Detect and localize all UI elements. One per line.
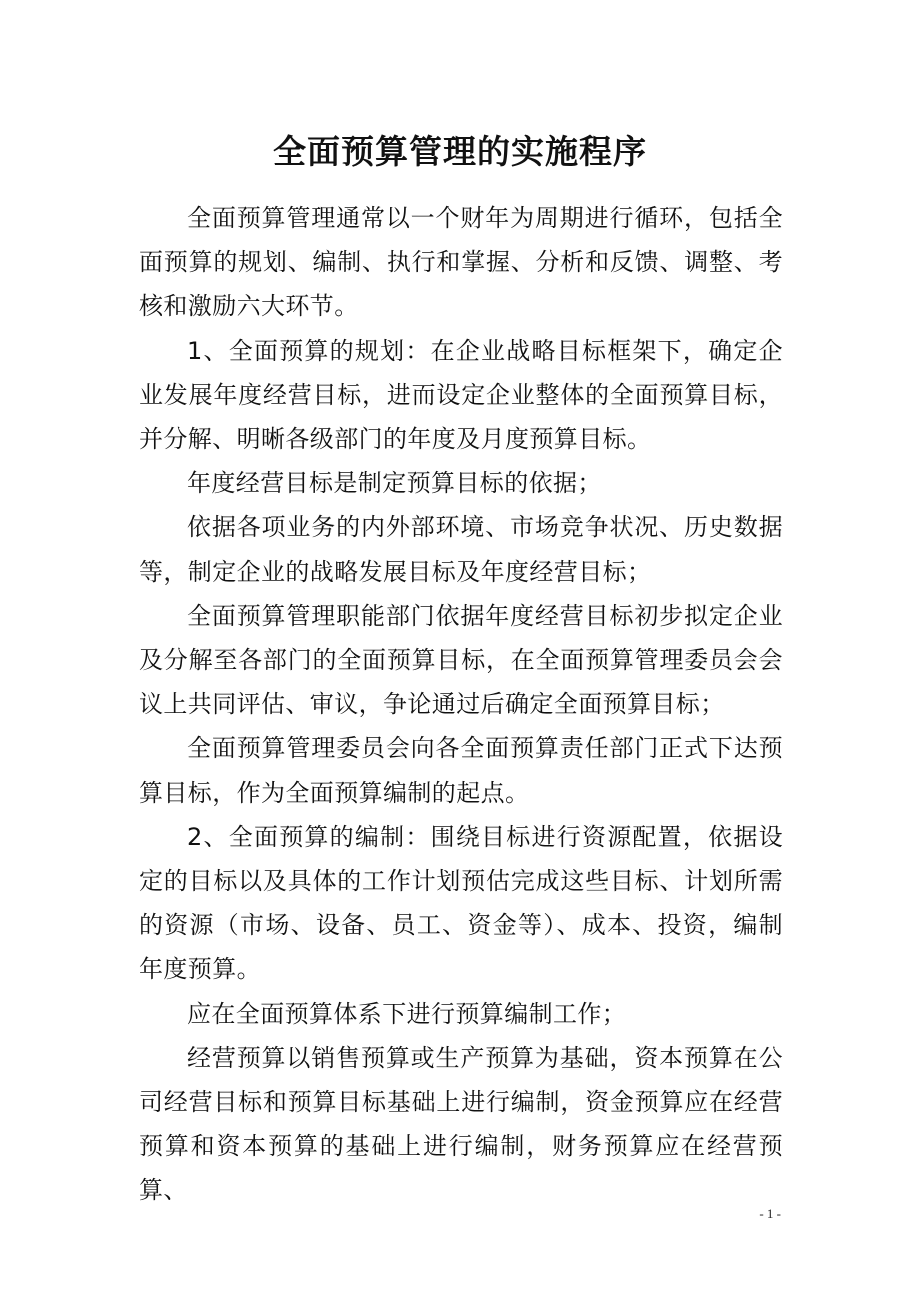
paragraph-budget-planning: 1、全面预算的规划：在企业战略目标框架下，确定企业发展年度经营目标，进而设定企业整体的全面预算目标，并分解、明晰各级部门的年度及月度预算目标。 [139,336,783,454]
paragraph-budget-types: 经营预算以销售预算或生产预算为基础，资本预算在公司经营目标和预算目标基础上进行编制，资金预算应在经营预算和资本预算的基础上进行编制，财务预算应在经营预算、 [139,1043,783,1205]
paragraph-department-targets: 全面预算管理职能部门依据年度经营目标初步拟定企业及分解至各部门的全面预算目标，在全面预算管理委员会会议上共同评估、审议，争论通过后确定全面预算目标； [139,601,783,719]
paragraph-strategic-goals: 依据各项业务的内外部环境、市场竞争状况、历史数据等，制定企业的战略发展目标及年度经营目标； [139,513,783,586]
document-body [139,196,783,1213]
paragraph-budget-compilation: 2、全面预算的编制：围绕目标进行资源配置，依据设定的目标以及具体的工作计划预估完成这些目标、计划所需的资源（市场、设备、员工、资金等）、成本、投资，编制年度预算。 [139,822,783,984]
page-number: - 1 - [759,1206,781,1221]
document-title: 全面预算管理的实施程序 [273,132,647,171]
paragraph-annual-target-basis: 年度经营目标是制定预算目标的依据； [187,469,602,498]
paragraph-intro: 全面预算管理通常以一个财年为周期进行循环，包括全面预算的规划、编制、执行和掌握、分析和反馈、调整、考核和激励六大环节。 [139,204,783,321]
paragraph-issue-targets: 全面预算管理委员会向各全面预算责任部门正式下达预算目标，作为全面预算编制的起点。 [139,734,783,807]
paragraph-budget-system: 应在全面预算体系下进行预算编制工作； [187,999,627,1028]
